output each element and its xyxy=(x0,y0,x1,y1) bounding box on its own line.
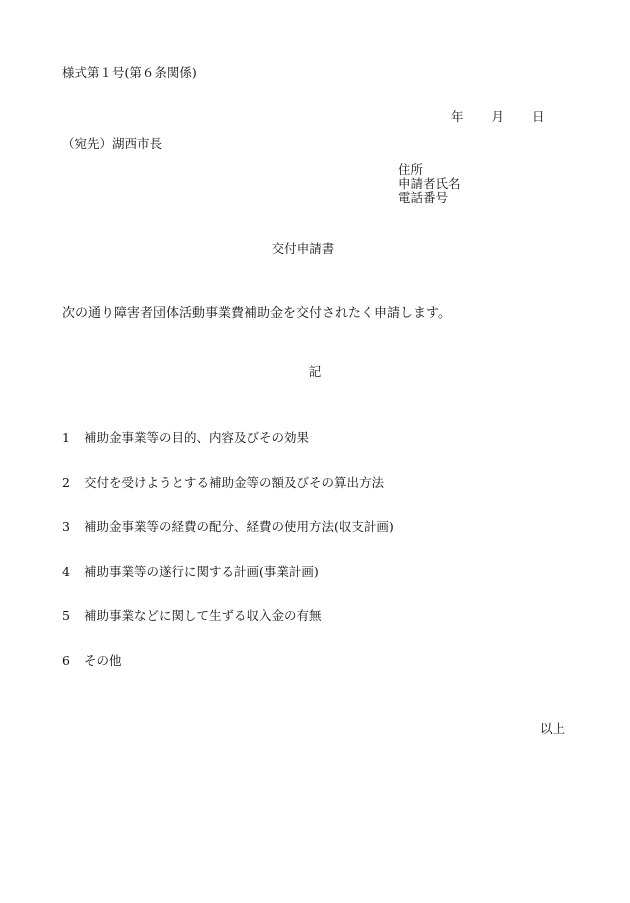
addressee: （宛先）湖西市長 xyxy=(62,136,163,151)
item-text: その他 xyxy=(84,652,122,668)
item-text: 補助事業などに関して生ずる収入金の有無 xyxy=(84,608,322,623)
list-item xyxy=(62,609,394,654)
applicant-name-label: 申請者氏名 xyxy=(398,176,461,191)
list-item xyxy=(62,520,394,565)
item-number: 1 xyxy=(62,430,70,445)
item-text: 補助金事業等の経費の配分、経費の使用方法(収支計画) xyxy=(84,519,394,534)
item-number: 4 xyxy=(62,563,70,579)
date-year-label: 年 xyxy=(451,109,464,124)
applicant-address-label: 住所 xyxy=(398,162,424,177)
applicant-block xyxy=(398,163,461,205)
applicant-phone-label: 電話番号 xyxy=(398,190,449,205)
ki-heading: 記 xyxy=(308,364,322,379)
item-text: 補助事業等の遂行に関する計画(事業計画) xyxy=(84,563,319,579)
item-number: 3 xyxy=(62,519,70,534)
item-number: 6 xyxy=(62,652,70,668)
date-month-label: 月 xyxy=(491,109,505,124)
list-item xyxy=(62,565,394,610)
document-title: 交付申請書 xyxy=(271,241,335,256)
item-text: 交付を受けようとする補助金等の額及びその算出方法 xyxy=(84,474,385,490)
item-list xyxy=(62,431,394,698)
item-number: 2 xyxy=(62,474,70,490)
body-text: 次の通り障害者団体活動事業費補助金を交付されたく申請します。 xyxy=(62,306,451,321)
list-item xyxy=(62,654,394,699)
closing-mark: 以上 xyxy=(540,721,566,736)
item-number: 5 xyxy=(62,608,70,623)
date-line xyxy=(451,110,545,124)
form-number: 様式第１号(第６条関係) xyxy=(62,65,197,80)
list-item xyxy=(62,476,394,521)
list-item xyxy=(62,431,394,476)
date-day-label: 日 xyxy=(532,109,545,124)
item-text: 補助金事業等の目的、内容及びその効果 xyxy=(84,430,310,445)
